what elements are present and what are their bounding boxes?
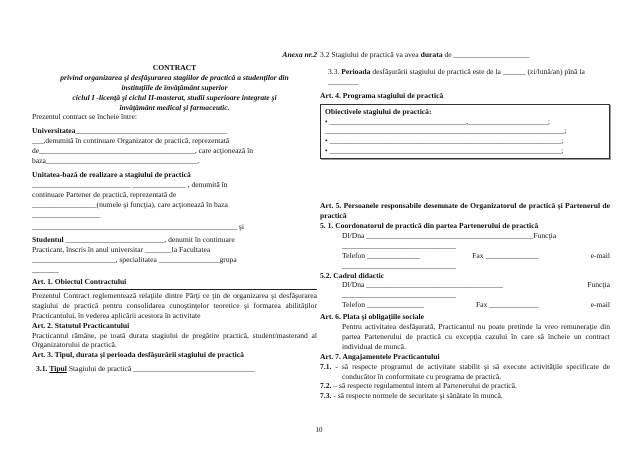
art32-bold: durata <box>420 50 443 59</box>
art2-title: Art. 2. Statutul Practicantului <box>32 320 130 330</box>
art33-bold: Perioada <box>341 66 371 76</box>
art32-tail: de ____________________ <box>444 50 530 59</box>
art6-text: Pentru activitatea desfăşurată, Practicantul nu poate pretinde la vreo remuneraţie din partea Partenerului de practică cu excepţia cazului în care să încheie un contract individual de muncă. <box>342 322 610 351</box>
coordinator-dl-blank: ____________________________________________ <box>366 230 534 240</box>
coordinator-email-label: e-mail <box>590 250 610 260</box>
contract-subtitle-2: instituţiile de învăţământ superior <box>121 82 228 92</box>
teacher-contact-line <box>320 300 610 310</box>
teacher-name-line <box>320 280 610 290</box>
student-label: Studentul <box>32 235 64 245</box>
contract-title: CONTRACT <box>152 62 197 72</box>
teacher-name-blank-2: ______________________________ <box>342 290 456 300</box>
base-unit-text-1: __________________________ ______________ , denumită în <box>32 179 228 189</box>
left-column <box>32 50 317 374</box>
student-text-4: _______ <box>32 265 59 275</box>
art2-text: Practicantul rămâne, pe toată durata stagiului de pregătire practică, student/masterand al Organizatorului de practică. <box>32 330 317 350</box>
base-unit-text-3: _________________(numele şi funcţia), care acţionează în baza <box>32 199 228 209</box>
art72-line <box>320 381 610 391</box>
art71-text: - să respecte programul de activitate stabilit şi să execute activităţile specificate de conducător în conformitate cu programa de practică. <box>335 361 610 381</box>
art73-text: - să respecte normele de securitate şi sănătate în muncă. <box>333 391 503 401</box>
art72-text: – să respecte regulamentul intern al Partenerului de practică. <box>333 381 517 391</box>
coordinator-function-label: Funcţia <box>533 230 557 240</box>
coordinator-contact-line <box>320 251 610 261</box>
objectives-label: Obiectivele stagiului de practică: <box>325 106 432 116</box>
art7-title: Art. 7. Angajamentele Practicantului <box>320 351 440 361</box>
objective-item: _______________________________________________________________; <box>325 126 567 136</box>
university-text-2: de_________________________________________, care acţionează în <box>32 146 254 156</box>
art72-label: 7.2. <box>320 381 332 391</box>
student-line <box>32 235 317 245</box>
art1-title: Art. 1. Obiectul Contractului <box>32 277 127 287</box>
coordinator-fax-label: Fax <box>472 250 484 260</box>
art5-title: Art. 5. Persoanele responsabile desemnate de Organizatorul de practică şi Partenerul de practică <box>320 201 610 221</box>
objective-item: • _____________________________________________________________; <box>325 146 564 156</box>
art52-title: 5.2. Cadrul didactic <box>320 270 385 280</box>
intro-text: Prezentul contract se încheie între: <box>32 112 137 122</box>
art32-line <box>320 50 610 60</box>
contract-subtitle-4: învăţământ medical şi farmaceutic. <box>119 102 230 112</box>
university-line <box>32 126 317 136</box>
teacher-fax-blank: _____________ <box>489 300 539 310</box>
art71-line <box>320 362 610 382</box>
coordinator-fax-blank: ______________ <box>485 250 539 260</box>
teacher-dl-label: Dl/Dna <box>342 280 365 290</box>
art32-text: 3.2 Stagiului de practică va avea <box>320 50 419 59</box>
student-text-3: ______________________, specialitatea ________________grupa <box>32 255 237 265</box>
art3-title: Art. 3. Tipul, durata şi perioada desfăşurării stagiului de practică <box>32 350 244 360</box>
teacher-function-label: Funcţia <box>587 280 610 290</box>
page-number: 10 <box>315 426 323 434</box>
art33-text: desfăşurării stagiului de practică este de la ______ (zi/lună/an) pînă la ________ <box>328 66 585 86</box>
coordinator-email-blank: ______________________________ <box>342 260 456 270</box>
student-text-1: __________________________, denumit în continuare <box>65 235 235 245</box>
art4-title: Art. 4. Programa stagiului de practică <box>320 90 444 100</box>
art33-label: 3.3. <box>328 66 340 76</box>
objective-item: • ____________________________________,_____________________; <box>325 116 550 126</box>
art31-text: Stagiului de practică ________________________________ <box>68 364 255 374</box>
art31-label: 3.1. <box>36 364 48 374</box>
base-unit-text-4: __________________ <box>32 209 101 219</box>
university-label: Universitatea <box>32 126 76 136</box>
teacher-phone-blank: _______________ <box>367 300 424 310</box>
teacher-dl-blank: ____________________________________ <box>366 280 503 290</box>
university-blank: ________________________________________ <box>75 126 228 136</box>
art33-line <box>320 67 610 87</box>
teacher-phone-label: Telefon <box>342 300 366 310</box>
coordinator-name-blank-2: ______________________________ <box>342 240 456 250</box>
art73-label: 7.3. <box>320 391 332 401</box>
teacher-email-label: e-mail <box>590 300 610 310</box>
coordinator-dl-label: Dl/Dna <box>342 230 365 240</box>
base-unit-text-2: continuare Partener de practică, reprezentată de <box>32 189 177 199</box>
base-unit-title: Unitatea-bază de realizare a stagiului de practică <box>32 169 191 179</box>
coordinator-name-line <box>320 231 610 241</box>
objectives-box <box>320 104 610 160</box>
art31-line <box>32 364 317 374</box>
art1-text: Prezentul Contract reglementează relaţiile dintre Părţi ce ţin de organizarea şi desfăşurarea stagiului de practică pentru consolidarea cunoştinţelor teoretice şi formarea abilităţilor Practicantului, în vederea aplicării acestora în activitate <box>32 290 317 320</box>
contract-subtitle-3: ciclul I -licenţă şi ciclul II-masterat, studii superioare integrate şi <box>72 92 277 102</box>
teacher-fax-label: Fax <box>475 300 488 310</box>
coordinator-phone-label: Telefon <box>342 250 366 260</box>
art1-divider <box>32 289 317 290</box>
art71-label: 7.1. <box>320 361 332 371</box>
contract-subtitle-1: privind organizarea şi desfăşurarea stagiilor de practică a studenţilor din <box>60 72 289 82</box>
student-text-2: Practicant, înscris în anul universitar _______la Facultatea <box>32 245 211 255</box>
art31-bold: Tipul <box>49 364 67 374</box>
right-column <box>320 50 610 401</box>
base-unit-text-5: ______________________________________________________ şi <box>32 221 244 231</box>
coordinator-phone-blank: ______________ <box>367 250 421 260</box>
art6-title: Art. 6. Plata şi obligaţiile sociale <box>320 312 424 322</box>
university-text-1: ___,denumită în continuare Organizator de practică, reprezentată <box>32 136 230 146</box>
annex-label: Anexa nr.2 <box>282 50 317 59</box>
university-text-3: baza________________________________________. <box>32 156 200 166</box>
art51-title: 5. 1. Coordonatorul de practică din partea Partenerului de practică <box>320 220 539 230</box>
art73-line <box>320 391 610 401</box>
objective-item: • _____________________________________________________________; <box>325 136 564 146</box>
